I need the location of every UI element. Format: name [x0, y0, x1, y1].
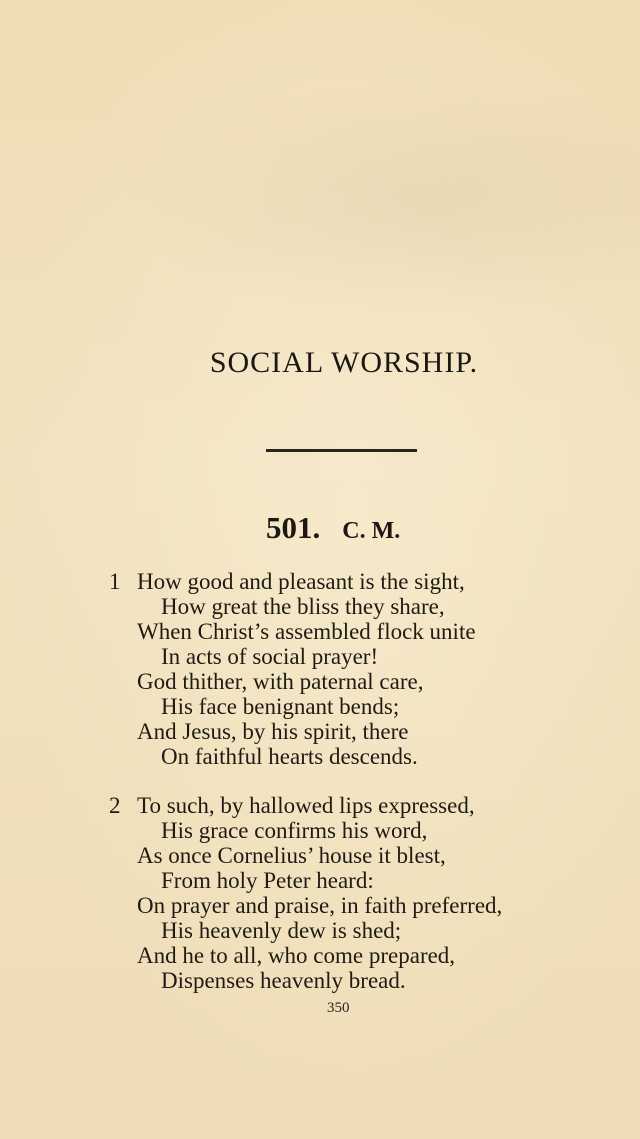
verse-line: His grace confirms his word, — [161, 818, 428, 843]
verse-number: 1 — [109, 569, 121, 594]
section-title: SOCIAL WORSHIP. — [209, 346, 479, 379]
verse-number: 2 — [109, 793, 121, 818]
verse-line: How great the bliss they share, — [161, 594, 445, 619]
verse-line: From holy Peter heard: — [161, 868, 374, 893]
hymn-meter: C. M. — [342, 518, 401, 544]
hymn-heading — [266, 510, 400, 546]
verse-line: And Jesus, by his spirit, there — [137, 719, 409, 744]
verse-line: As once Cornelius’ house it blest, — [137, 843, 446, 868]
show-through-shadow — [120, 80, 640, 320]
verse-line: His heavenly dew is shed; — [161, 918, 402, 943]
verse-line: On prayer and praise, in faith preferred, — [137, 893, 503, 918]
verse-line: On faithful hearts descends. — [161, 744, 418, 769]
verse-line: Dispenses heavenly bread. — [161, 968, 406, 993]
verse-line: To such, by hallowed lips expressed, — [137, 793, 475, 818]
verse-line: His face benignant bends; — [161, 694, 400, 719]
verse-line: How good and pleasant is the sight, — [137, 569, 465, 594]
verse-line: And he to all, who come prepared, — [137, 943, 456, 968]
title-divider-rule — [266, 449, 417, 452]
hymn-number: 501. — [266, 510, 321, 545]
verse-line: In acts of social prayer! — [161, 644, 379, 669]
verse-line: God thither, with paternal care, — [137, 669, 424, 694]
verse-line: When Christ’s assembled flock unite — [137, 619, 476, 644]
page-number: 350 — [327, 1000, 350, 1016]
